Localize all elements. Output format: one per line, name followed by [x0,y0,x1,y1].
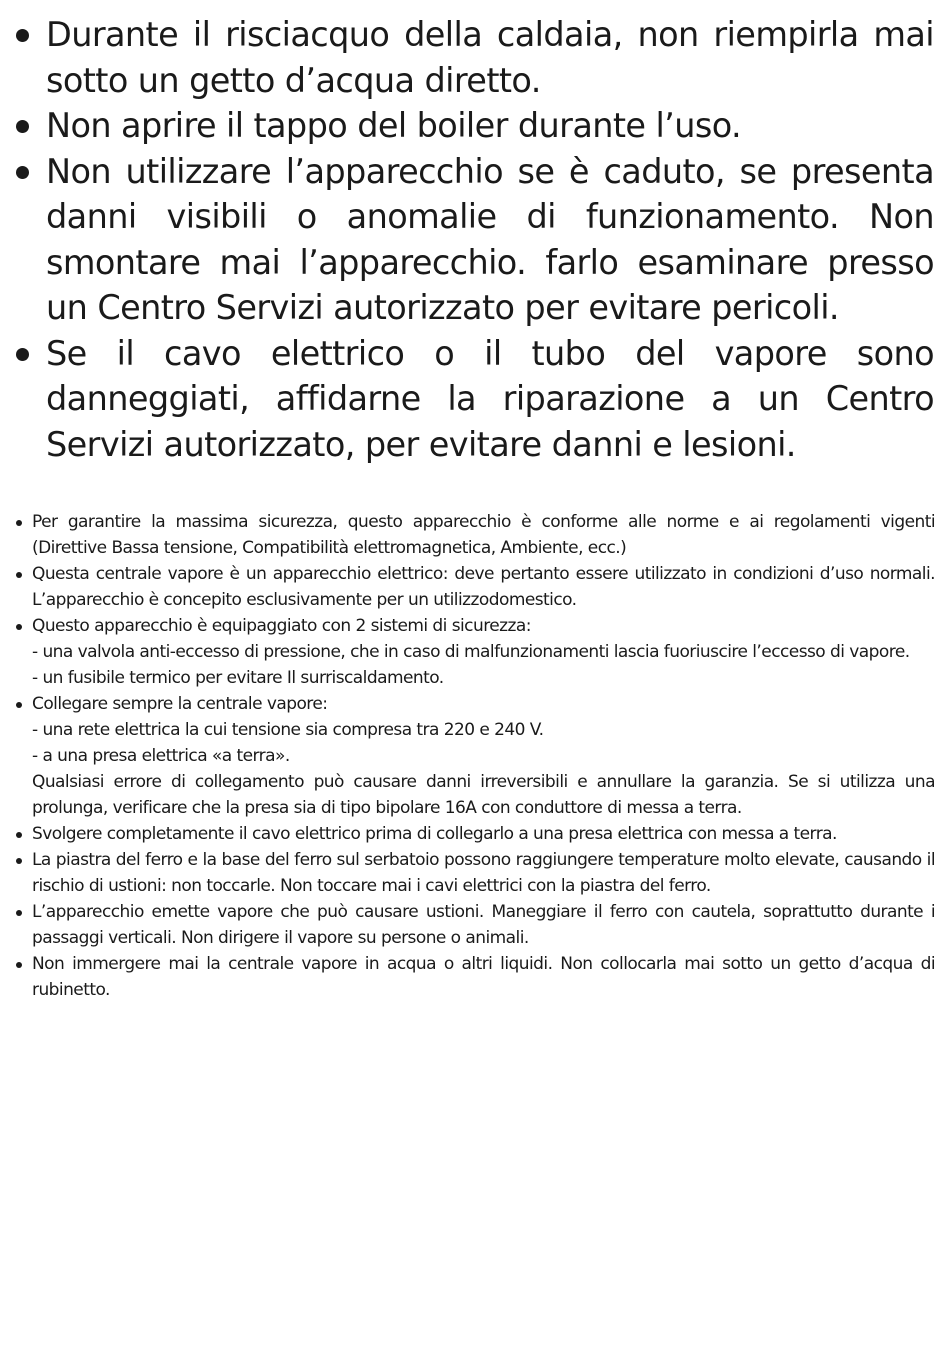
small-item-text: Non immergere mai la centrale vapore in acqua o altri liquidi. Non collocarla mai sotto un getto d’acqua di rubinetto. [32,954,935,1000]
paragraph-text: Qualsiasi errore di collegamento può causare danni irreversibili e annullare la garanzia. Se si utilizza una prolunga, verificare che la presa sia di tipo bipolare 16A con conduttore di messa a terra. [32,772,935,818]
small-list-item [16,951,935,1003]
bullet-icon [16,910,22,916]
small-item-text: La piastra del ferro e la base del ferro sul serbatoio possono raggiungere temperature molto elevate, causando il rischio di ustioni: non toccarle. Non toccare mai i cavi elettrici con la piastra del ferro. [32,850,935,896]
large-item-text: Durante il risciacquo della caldaia, non riempirla mai sotto un getto d’acqua diretto. [46,15,934,100]
small-list-item [16,613,935,691]
bullet-icon [16,624,22,630]
sub-item-text: - a una presa elettrica «a terra». [32,746,290,766]
bullet-icon [16,120,29,133]
bullet-icon [16,832,22,838]
small-item-text: Questa centrale vapore è un apparecchio elettrico: deve pertanto essere utilizzato in condizioni d’uso normali. L’apparecchio è concepito esclusivamente per un utilizzodomestico. [32,564,935,610]
large-list-item [16,103,934,149]
small-list-item [16,561,935,613]
large-item-text: Non utilizzare l’apparecchio se è caduto, se presenta danni visibili o anomalie di funzionamento. Non smontare mai l’apparecchio. farlo esaminare presso un Centro Servizi autorizzato per evitare pericoli. [46,151,934,327]
bullet-icon [16,520,22,526]
small-list-item [16,509,935,561]
bullet-icon [16,166,29,179]
large-safety-list [16,12,934,467]
large-item-text: Se il cavo elettrico o il tubo del vapore sono danneggiati, affidarne la riparazione a un Centro Servizi autorizzato, per evitare danni e lesioni. [46,333,934,464]
small-item-text: Per garantire la massima sicurezza, questo apparecchio è conforme alle norme e ai regolamenti vigenti (Direttive Bassa tensione, Compatibilità elettromagnetica, Ambiente, ecc.) [32,512,935,558]
small-list-item [16,691,935,821]
sub-item-text: - una rete elettrica la cui tensione sia compresa tra 220 e 240 V. [32,720,544,740]
small-safety-list [16,509,935,1003]
large-list-item [16,12,934,103]
small-list-item [16,899,935,951]
small-item-text: Svolgere completamente il cavo elettrico prima di collegarlo a una presa elettrica con messa a terra. [32,824,837,844]
bullet-icon [16,572,22,578]
small-list-item [16,847,935,899]
bullet-icon [16,858,22,864]
large-list-item [16,149,934,331]
bullet-icon [16,348,29,361]
large-item-text: Non aprire il tappo del boiler durante l’uso. [46,106,742,145]
bullet-icon [16,29,29,42]
small-item-text: L’apparecchio emette vapore che può causare ustioni. Maneggiare il ferro con cautela, soprattutto durante i passaggi verticali. Non dirigere il vapore su persone o animali. [32,902,935,948]
sub-item-text: - una valvola anti-eccesso di pressione, che in caso di malfunzionamenti lascia fuoriuscire l’eccesso di vapore. [32,642,910,662]
small-item-text: Questo apparecchio è equipaggiato con 2 sistemi di sicurezza: [32,616,531,636]
bullet-icon [16,702,22,708]
sub-item-text: - un fusibile termico per evitare Il surriscaldamento. [32,668,444,688]
large-list-item [16,331,934,468]
small-item-text: Collegare sempre la centrale vapore: [32,694,328,714]
bullet-icon [16,962,22,968]
small-list-item [16,821,935,847]
